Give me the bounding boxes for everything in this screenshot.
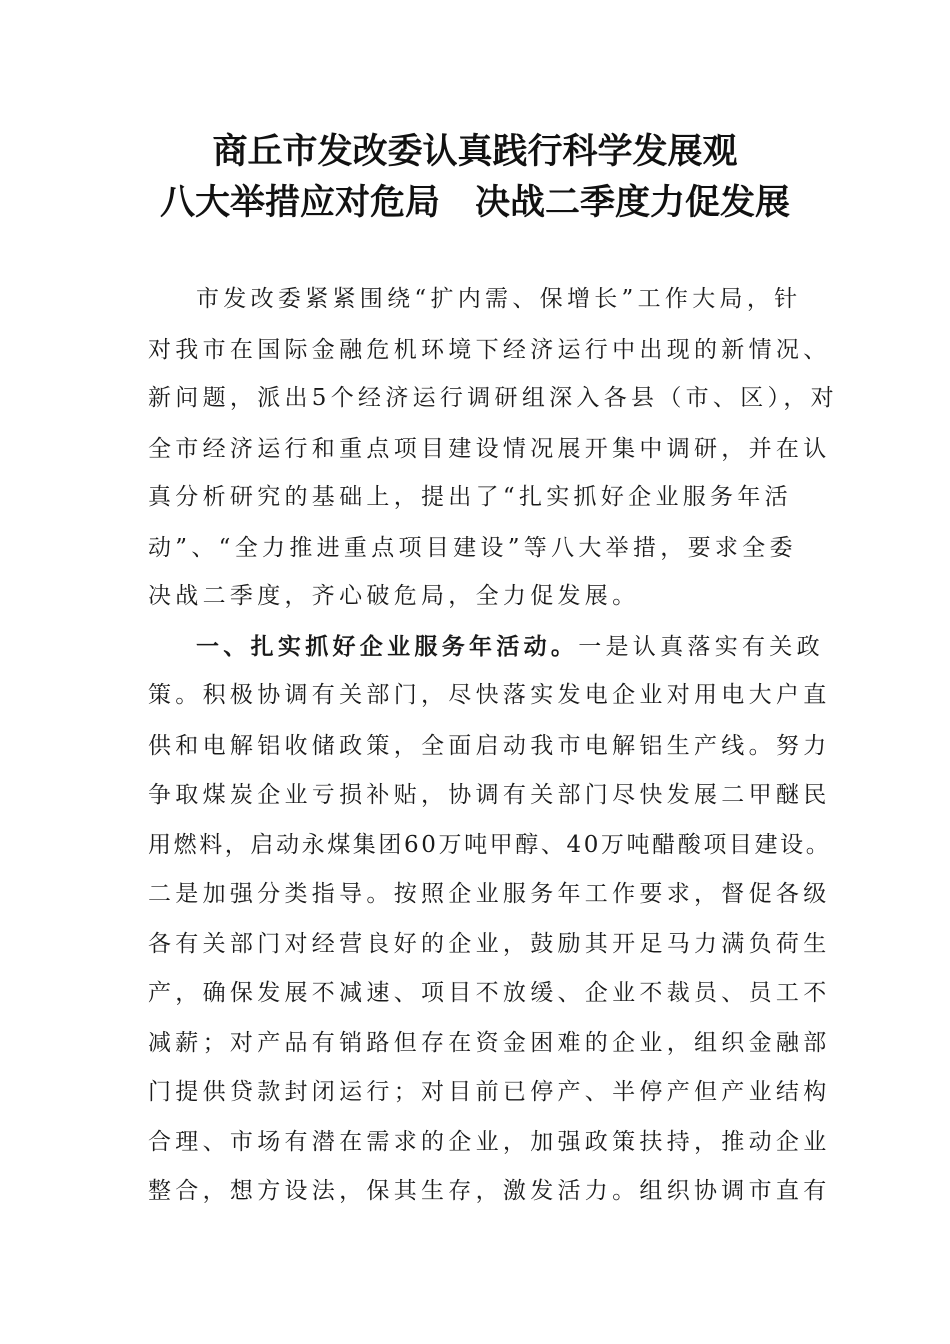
paragraph-1-line: 真分析研究的基础上，提出了“扎实抓好企业服务年活: [148, 484, 792, 510]
paragraph-1-line: 市发改委紧紧围绕“扩内需、保增长”工作大局，针: [196, 286, 802, 312]
document-title-line-2: 八大举措应对危局 决战二季度力促发展: [159, 182, 790, 223]
paragraph-1-line: 新问题，派出5个经济运行调研组深入各县（市、区），对: [148, 385, 838, 411]
section-1-line: 用燃料，启动永煤集团60万吨甲醇、40万吨醋酸项目建设。: [148, 832, 832, 858]
section-1-line: 减薪；对产品有销路但存在资金困难的企业，组织金融部: [148, 1030, 831, 1056]
section-1-first-line-rest: 一是认真落实有关政: [578, 634, 824, 660]
section-1-line: 各有关部门对经营良好的企业，鼓励其开足马力满负荷生: [148, 931, 831, 957]
section-1-line: 供和电解铝收储政策，全面启动我市电解铝生产线。努力: [148, 733, 831, 759]
section-1-line: 门提供贷款封闭运行；对目前已停产、半停产但产业结构: [148, 1079, 831, 1105]
section-1-line: 合理、市场有潜在需求的企业，加强政策扶持，推动企业: [148, 1129, 831, 1155]
document-title-line-1: 商丘市发改委认真践行科学发展观: [212, 131, 738, 172]
paragraph-1-line: 动”、“全力推进重点项目建设”等八大举措，要求全委: [148, 535, 797, 561]
section-1-line: 整合，想方设法，保其生存，激发活力。组织协调市直有: [148, 1178, 831, 1204]
section-1-line: 二是加强分类指导。按照企业服务年工作要求，督促各级: [148, 881, 831, 907]
paragraph-1-line: 决战二季度，齐心破危局，全力促发展。: [148, 583, 640, 609]
section-1-line: 争取煤炭企业亏损补贴，协调有关部门尽快发展二甲醚民: [148, 782, 831, 808]
section-1-heading: 一、扎实抓好企业服务年活动。: [196, 633, 579, 660]
section-1-line: 产，确保发展不减速、项目不放缓、企业不裁员、员工不: [148, 980, 831, 1006]
paragraph-1-line: 全市经济运行和重点项目建设情况展开集中调研，并在认: [148, 436, 831, 462]
paragraph-1-line: 对我市在国际金融危机环境下经济运行中出现的新情况、: [148, 337, 831, 363]
section-1-line: 策。积极协调有关部门，尽快落实发电企业对用电大户直: [148, 682, 831, 708]
section-1-first-line: [196, 631, 824, 663]
